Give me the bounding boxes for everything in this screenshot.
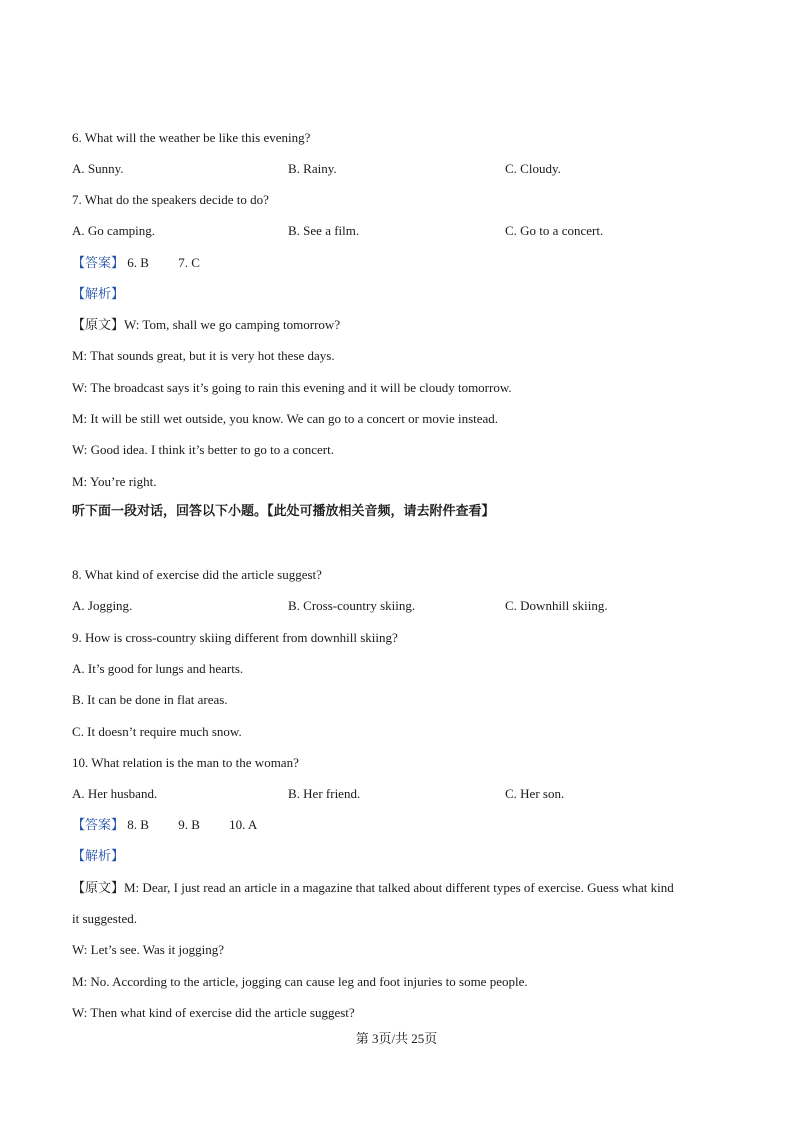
transcript-text: M: Dear, I just read an article in a magazine that talked about different types of exercise. Guess what kind bbox=[124, 880, 674, 895]
q10-option-b: B. Her friend. bbox=[288, 786, 361, 801]
q9-option-b: B. It can be done in flat areas. bbox=[72, 692, 228, 707]
transcript-1-line-5: M: You’re right. bbox=[72, 474, 157, 489]
analysis-tag: 【解析】 bbox=[72, 849, 125, 864]
transcript-1-line-3: M: It will be still wet outside, you know. We can go to a concert or movie instead. bbox=[72, 411, 499, 426]
answer-item: 8. B bbox=[127, 817, 149, 832]
q10-option-c: C. Her son. bbox=[505, 786, 565, 801]
q9-option-a: A. It’s good for lungs and hearts. bbox=[72, 661, 244, 676]
transcript-1-line-1: M: That sounds great, but it is very hot these days. bbox=[72, 348, 335, 363]
q8-option-b: B. Cross-country skiing. bbox=[288, 598, 416, 613]
answer-block-2 bbox=[72, 817, 257, 834]
question-10: 10. What relation is the man to the woman? bbox=[72, 755, 299, 770]
transcript-tag: 【原文】 bbox=[72, 881, 125, 896]
transcript-2-line-3: W: Then what kind of exercise did the article suggest? bbox=[72, 1005, 355, 1020]
q9-option-c: C. It doesn’t require much snow. bbox=[72, 724, 242, 739]
answer-tag: 【答案】 bbox=[72, 818, 125, 833]
transcript-1-line-2: W: The broadcast says it’s going to rain this evening and it will be cloudy tomorrow. bbox=[72, 380, 512, 395]
q8-option-c: C. Downhill skiing. bbox=[505, 598, 608, 613]
question-9: 9. How is cross-country skiing different from downhill skiing? bbox=[72, 630, 398, 645]
answer-tag: 【答案】 bbox=[72, 256, 125, 271]
page-footer: 第 3页/共 25页 bbox=[355, 1031, 438, 1046]
q6-option-c: C. Cloudy. bbox=[505, 161, 561, 176]
transcript-2-continuation: it suggested. bbox=[72, 911, 137, 926]
answer-item: 7. C bbox=[178, 255, 200, 270]
transcript-2-line-1: W: Let’s see. Was it jogging? bbox=[72, 942, 225, 957]
transcript-tag: 【原文】 bbox=[72, 318, 125, 333]
question-6: 6. What will the weather be like this evening? bbox=[72, 130, 311, 145]
q6-option-a: A. Sunny. bbox=[72, 161, 124, 176]
answer-item: 10. A bbox=[229, 817, 258, 832]
transcript-1-line-0 bbox=[72, 317, 340, 334]
transcript-1-line-4: W: Good idea. I think it’s better to go to a concert. bbox=[72, 442, 334, 457]
question-7: 7. What do the speakers decide to do? bbox=[72, 192, 269, 207]
answer-item: 6. B bbox=[127, 255, 149, 270]
analysis-tag: 【解析】 bbox=[72, 287, 125, 302]
answer-block-1 bbox=[72, 255, 200, 272]
transcript-2-line-2: M: No. According to the article, jogging can cause leg and foot injuries to some people. bbox=[72, 974, 528, 989]
analysis-block-2 bbox=[72, 848, 124, 865]
section-instruction: 听下面一段对话，回答以下小题。【此处可播放相关音频，请去附件查看】 bbox=[72, 504, 495, 519]
q7-option-a: A. Go camping. bbox=[72, 223, 156, 238]
q8-option-a: A. Jogging. bbox=[72, 598, 133, 613]
transcript-text: W: Tom, shall we go camping tomorrow? bbox=[124, 317, 341, 332]
q7-option-b: B. See a film. bbox=[288, 223, 360, 238]
transcript-2-line-0 bbox=[72, 880, 674, 897]
q6-option-b: B. Rainy. bbox=[288, 161, 337, 176]
q7-option-c: C. Go to a concert. bbox=[505, 223, 604, 238]
analysis-block-1 bbox=[72, 286, 124, 303]
q10-option-a: A. Her husband. bbox=[72, 786, 158, 801]
answer-item: 9. B bbox=[178, 817, 200, 832]
question-8: 8. What kind of exercise did the article suggest? bbox=[72, 567, 322, 582]
